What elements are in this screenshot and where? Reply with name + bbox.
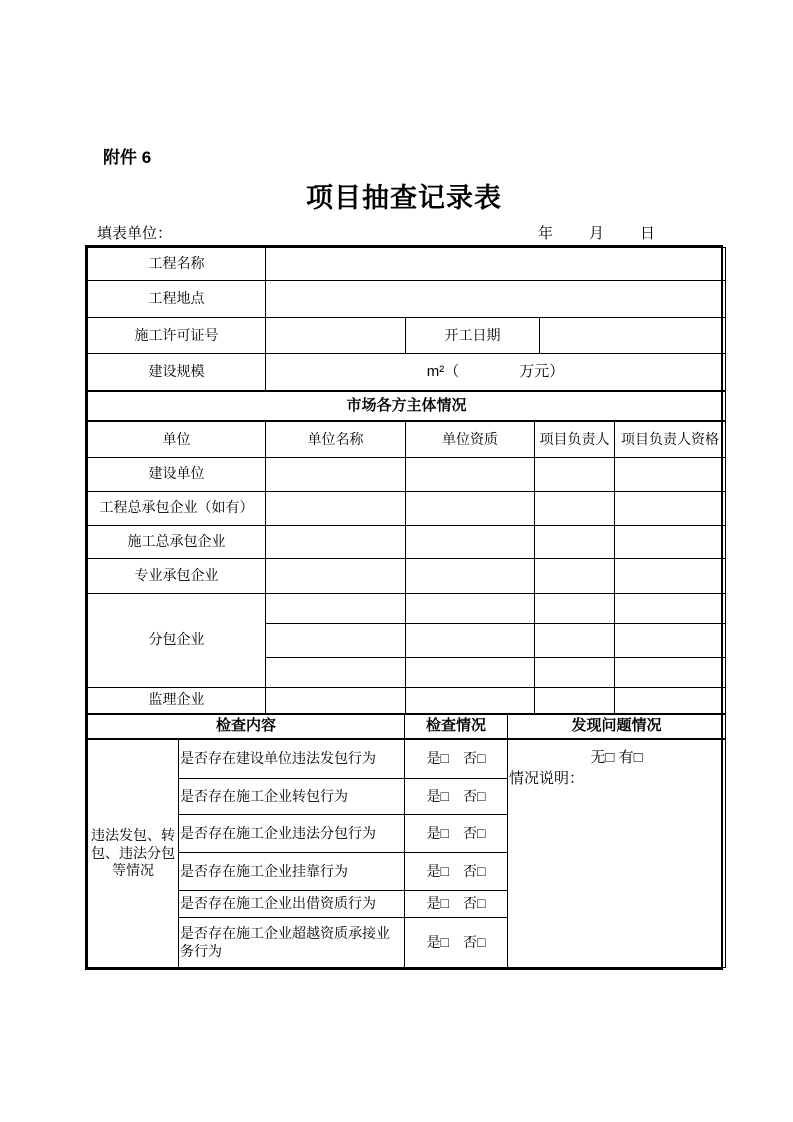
cell-value xyxy=(615,593,726,623)
cell-value xyxy=(406,657,535,687)
cell-value xyxy=(615,457,726,491)
situation-note-label: 情况说明： xyxy=(509,770,585,788)
document-page xyxy=(85,147,723,970)
cell-value xyxy=(535,687,615,713)
cell-value xyxy=(535,657,615,687)
scale-label: 建设规模 xyxy=(88,354,266,391)
cell-value xyxy=(535,558,615,593)
inspection-item: 是否存在施工企业转包行为 xyxy=(179,779,405,815)
cell-value xyxy=(266,657,406,687)
row-label-specialty-contractor: 专业承包企业 xyxy=(88,558,266,593)
yes-no-checkboxes: 是□ 否□ xyxy=(405,918,508,968)
form-unit-label: 填表单位： xyxy=(97,224,173,242)
yes-no-checkboxes: 是□ 否□ xyxy=(405,853,508,891)
page-title: 项目抽查记录表 xyxy=(306,183,502,213)
cell-value xyxy=(406,593,535,623)
yes-no-checkboxes: 是□ 否□ xyxy=(405,779,508,815)
yes-no-checkboxes: 是□ 否□ xyxy=(405,815,508,853)
cell-value xyxy=(615,525,726,558)
inspection-content-header: 检查内容 xyxy=(88,714,405,739)
cell-value xyxy=(266,593,406,623)
cell-value xyxy=(535,491,615,525)
project-info-table xyxy=(87,247,726,391)
cell-value xyxy=(535,457,615,491)
date-label: 年 月 日 xyxy=(537,224,657,242)
cell-value xyxy=(266,558,406,593)
project-location-label: 工程地点 xyxy=(88,281,266,318)
col-header-project-manager: 项目负责人 xyxy=(535,421,615,457)
cell-value xyxy=(615,623,726,657)
cell-value xyxy=(266,623,406,657)
scale-value: m²（ 万元） xyxy=(266,354,726,391)
row-label-epc-enterprise: 工程总承包企业（如有） xyxy=(88,491,266,525)
inspection-category-label: 违法发包、转包、违法分包等情况 xyxy=(88,739,179,968)
inspection-item: 是否存在施工企业违法分包行为 xyxy=(179,815,405,853)
cell-value xyxy=(406,457,535,491)
attachment-label: 附件 6 xyxy=(103,148,152,167)
start-date-value xyxy=(540,318,726,354)
found-problems-header: 发现问题情况 xyxy=(508,714,726,739)
col-header-manager-qualification: 项目负责人资格 xyxy=(615,421,726,457)
market-parties-table xyxy=(87,390,726,714)
cell-value xyxy=(406,491,535,525)
row-label-subcontractor: 分包企业 xyxy=(88,593,266,687)
cell-value xyxy=(406,558,535,593)
form-table xyxy=(85,245,723,970)
permit-number-value xyxy=(266,318,406,354)
cell-value xyxy=(615,657,726,687)
inspection-item: 是否存在施工企业挂靠行为 xyxy=(179,853,405,891)
col-header-unit: 单位 xyxy=(88,421,266,457)
cell-value xyxy=(615,558,726,593)
cell-value xyxy=(266,687,406,713)
cell-value xyxy=(535,623,615,657)
cell-value xyxy=(266,457,406,491)
none-have-checkboxes: 无□ 有□ xyxy=(590,748,643,766)
cell-value xyxy=(406,525,535,558)
market-section-title: 市场各方主体情况 xyxy=(88,391,726,421)
inspection-item: 是否存在建设单位违法发包行为 xyxy=(179,739,405,779)
inspection-item: 是否存在施工企业出借资质行为 xyxy=(179,891,405,918)
col-header-unit-name: 单位名称 xyxy=(266,421,406,457)
start-date-label: 开工日期 xyxy=(406,318,540,354)
cell-value xyxy=(406,623,535,657)
project-name-label: 工程名称 xyxy=(88,248,266,281)
permit-number-label: 施工许可证号 xyxy=(88,318,266,354)
yes-no-checkboxes: 是□ 否□ xyxy=(405,891,508,918)
yes-no-checkboxes: 是□ 否□ xyxy=(405,739,508,779)
cell-value xyxy=(266,525,406,558)
form-meta-line xyxy=(85,222,723,242)
project-name-value xyxy=(266,248,726,281)
cell-value xyxy=(535,593,615,623)
found-problems-cell xyxy=(508,739,726,968)
cell-value xyxy=(615,687,726,713)
inspection-table xyxy=(87,713,726,969)
cell-value xyxy=(406,687,535,713)
project-location-value xyxy=(266,281,726,318)
inspection-item: 是否存在施工企业超越资质承接业务行为 xyxy=(179,918,405,968)
row-label-general-contractor: 施工总承包企业 xyxy=(88,525,266,558)
row-label-construction-unit: 建设单位 xyxy=(88,457,266,491)
cell-value xyxy=(535,525,615,558)
row-label-supervision-enterprise: 监理企业 xyxy=(88,687,266,713)
cell-value xyxy=(615,491,726,525)
cell-value xyxy=(266,491,406,525)
inspection-status-header: 检查情况 xyxy=(405,714,508,739)
col-header-unit-qualification: 单位资质 xyxy=(406,421,535,457)
